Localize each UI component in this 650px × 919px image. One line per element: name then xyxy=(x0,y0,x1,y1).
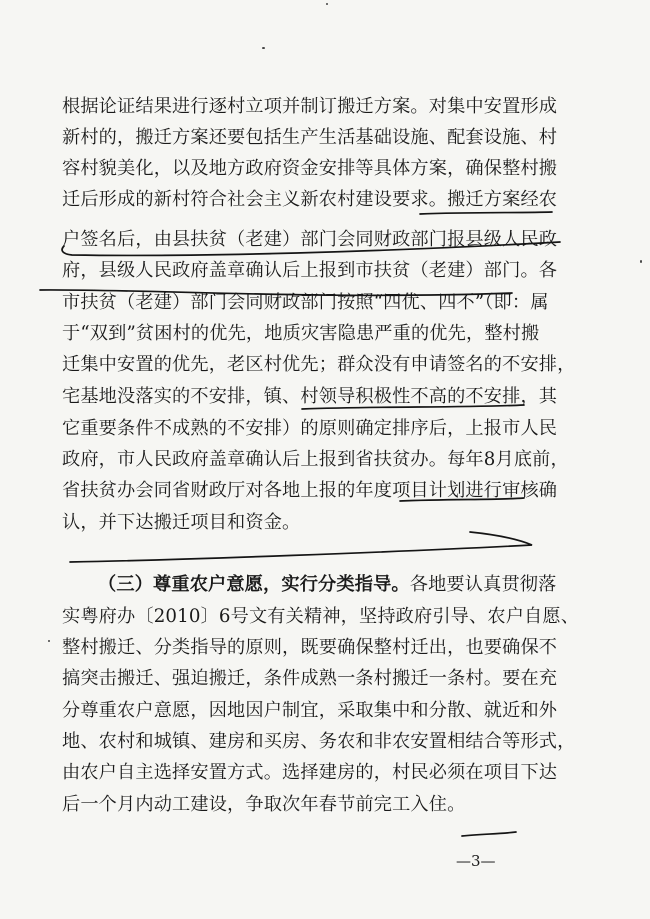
text-line: 迁后形成的新村符合社会主义新农村建设要求。搬迁方案经农 xyxy=(62,189,558,210)
text-line: 省扶贫办会同省财政厅对各地上报的年度项目计划进行审核确 xyxy=(62,480,558,501)
text-line: 容村貌美化，以及地方政府资金安排等具体方案，确保整村搬 xyxy=(62,158,558,179)
scan-speck xyxy=(326,3,328,5)
scan-speck xyxy=(48,640,50,642)
page-number: —3— xyxy=(456,852,496,870)
scan-speck xyxy=(262,47,265,49)
text-line: 新村的，搬迁方案还要包括生产生活基础设施、配套设施、村 xyxy=(62,127,558,148)
underline-mark xyxy=(462,832,516,836)
text-line: 政府，市人民政府盖章确认后上报到省扶贫办。每年8月底前， xyxy=(62,449,569,470)
text-line: 它重要条件不成熟的不安排）的原则确定排序后，上报市人民 xyxy=(62,418,558,439)
text-line: 于“双到”贫困村的优先，地质灾害隐患严重的优先，整村搬 xyxy=(62,323,540,344)
text-line: 根据论证结果进行逐村立项并制订搬迁方案。对集中安置形成 xyxy=(62,96,558,117)
text-line: 府，县级人民政府盖章确认后上报到市扶贫（老建）部门。各 xyxy=(62,260,558,281)
text-line: 整村搬迁、分类指导的原则，既要确保整村迁出，也要确保不 xyxy=(62,637,558,658)
text-line: 户签名后，由县扶贫（老建）部门会同财政部门报县级人民政 xyxy=(62,229,558,250)
text-line: 宅基地没落实的不安排，镇、村领导积极性不高的不安排，其 xyxy=(62,386,558,407)
underline-mark xyxy=(420,212,552,214)
text-line-continuation: 各地要认真贯彻落 xyxy=(409,574,557,595)
text-line: 由农户自主选择安置方式。选择建房的，村民必须在项目下达 xyxy=(62,762,558,783)
text-line: 认，并下达搬迁项目和资金。 xyxy=(62,512,301,533)
text-line: 实粤府办〔2010〕6号文有关精神，坚持政府引导、农户自愿、 xyxy=(62,606,580,627)
scan-speck xyxy=(640,260,642,263)
underline-mark xyxy=(70,532,532,562)
text-line xyxy=(62,574,556,596)
text-line: 搞突击搬迁、强迫搬迁，条件成熟一条村搬迁一条村。要在充 xyxy=(62,668,558,689)
text-line: 后一个月内动工建设，争取次年春节前完工入住。 xyxy=(62,794,466,815)
text-line: 市扶贫（老建）部门会同财政部门按照“四优、四不”（即：属 xyxy=(62,292,549,313)
text-line: 迁集中安置的优先，老区村优先；群众没有申请签名的不安排， xyxy=(62,354,576,375)
text-line: 地、农村和城镇、建房和买房、务农和非农安置相结合等形式， xyxy=(62,731,576,752)
section-heading: （三）尊重农户意愿，实行分类指导。 xyxy=(98,574,410,595)
text-line: 分尊重农户意愿，因地因户制宜，采取集中和分散、就近和外 xyxy=(62,700,558,721)
